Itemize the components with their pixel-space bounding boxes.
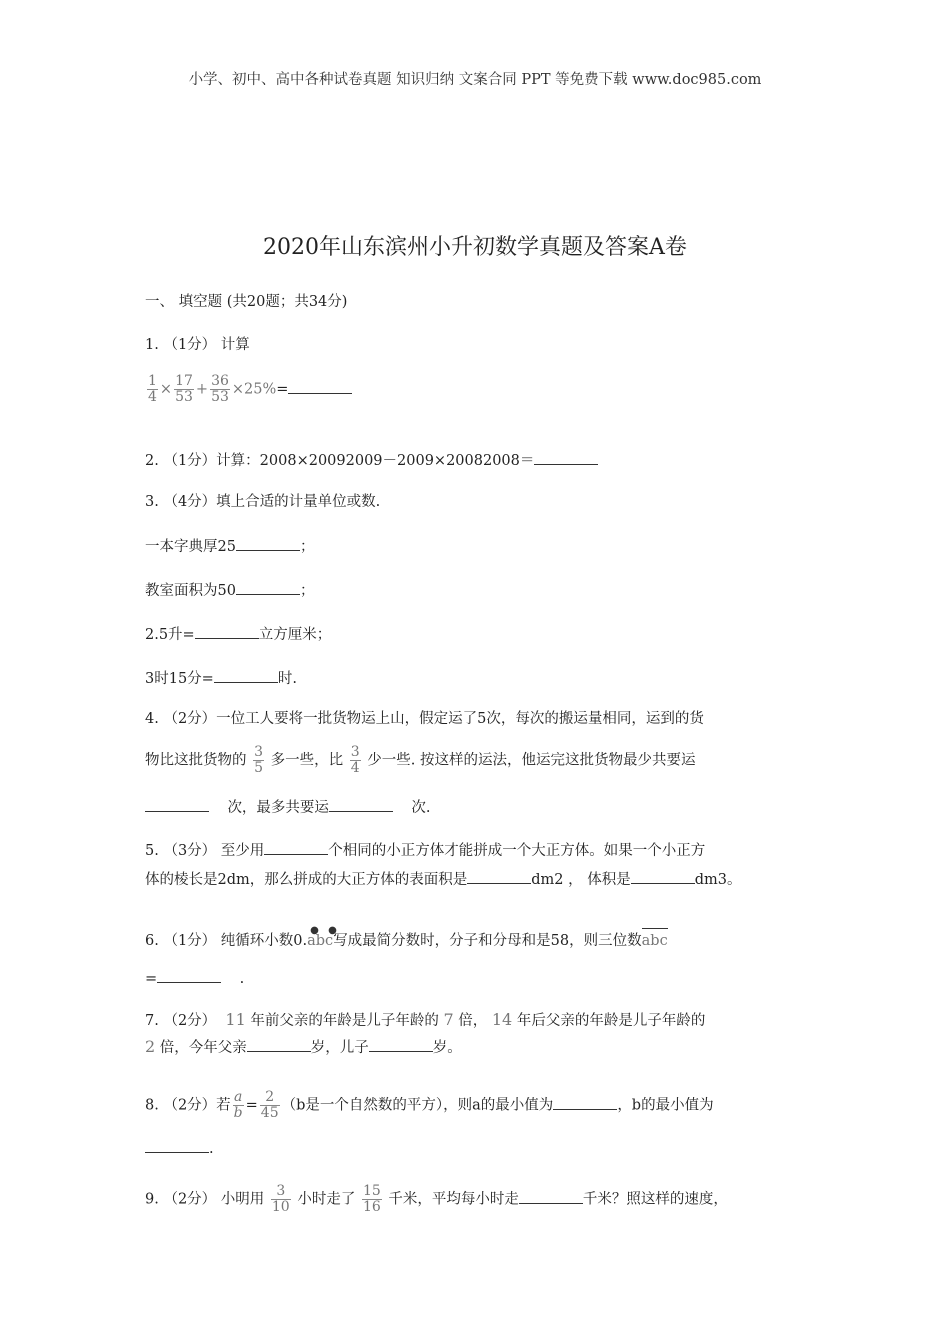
q5-blank-3[interactable] <box>631 869 695 884</box>
q2-answer-blank[interactable] <box>534 450 598 465</box>
q5-line-1: 5. （3分） 至少用 个相同的小正方体才能拼成一个大正方体。如果一个小正方 <box>145 840 705 861</box>
q7-blank-2[interactable] <box>369 1037 433 1052</box>
q5-line-2: 体的棱长是2dm，那么拼成的大正方体的表面积是 dm2 ， 体积是 dm3。 <box>145 869 742 890</box>
q7-line-1: 7. （2分） 11 年前父亲的年龄是儿子年龄的 7 倍， 14 年后父亲的年龄是儿子年龄的 <box>145 1010 706 1029</box>
q1-fraction-1: $\frac{1}{4}$ <box>148 373 157 405</box>
q8-line-2: . <box>145 1138 214 1159</box>
q1-percent: 25% <box>244 381 277 398</box>
q1-answer-blank[interactable] <box>288 379 352 394</box>
q3-line-3: 2.5升= 立方厘米； <box>145 624 331 645</box>
q1-times-2: × <box>231 381 245 398</box>
q8-line-1: 8. （2分）若 $\frac{a}{b}$ = $\frac{2}{45}$ （b是一个自然数的平方），则a的最小值为 ，b的最小值为 <box>145 1089 714 1121</box>
q3-blank-3[interactable] <box>195 624 259 639</box>
q4-blank-2[interactable] <box>329 797 393 812</box>
q9-fraction-2: $\frac{15}{16}$ <box>362 1183 381 1215</box>
q9-line-1: 9. （2分） 小明用 $\frac{3}{10}$ 小时走了 $\frac{15}{16}$ 千米，平均每小时走 千米？照这样的速度， <box>145 1183 728 1215</box>
q6-repeating-digits: ● ● abc <box>307 931 333 951</box>
q3-label: 3. （4分）填上合适的计量单位或数. <box>145 494 381 510</box>
q4-line-2: 物比这批货物的 $\frac{3}{5}$ 多一些，比 $\frac{3}{4}$ 少一些. 按这样的运法，他运完这批货物最少共要运 <box>145 744 696 776</box>
repeat-dot-icon: ● <box>328 925 337 936</box>
q8-fraction-2-45: $\frac{2}{45}$ <box>260 1089 279 1121</box>
q4-line-1: 4. （2分）一位工人要将一批货物运上山，假定运了5次，每次的搬运量相同，运到的货 <box>145 711 704 727</box>
q8-fraction-a-b: $\frac{a}{b}$ <box>233 1089 243 1121</box>
q1-times-1: × <box>159 381 173 398</box>
page-title: 2020年山东滨州小升初数学真题及答案A卷 <box>263 235 687 260</box>
q3-blank-2[interactable] <box>236 580 300 595</box>
q3-line-4: 3时15分= 时. <box>145 668 297 689</box>
q6-line-1: 6. （1分） 纯循环小数0. ● ● abc写成最简分数时，分子和分母和是58，则三位数abc <box>145 928 668 951</box>
q4-fraction-2: $\frac{3}{4}$ <box>350 744 360 776</box>
q7-line-2: 2 倍，今年父亲 岁，儿子 岁。 <box>145 1037 462 1056</box>
q3-line-1: 一本字典厚25 ； <box>145 536 314 557</box>
q3-line-2: 教室面积为50 ； <box>145 580 314 601</box>
q1-fraction-2: $\frac{17}{53}$ <box>175 373 193 405</box>
q4-line-3: 次，最多共要运 次. <box>145 797 430 818</box>
q1-label: 1. （1分） 计算 <box>145 337 250 353</box>
q4-blank-1[interactable] <box>145 797 209 812</box>
q3-blank-1[interactable] <box>236 536 300 551</box>
q3-blank-4[interactable] <box>214 668 278 683</box>
q5-blank-2[interactable] <box>467 869 531 884</box>
q6-overline-number: abc <box>642 928 668 951</box>
page-header: 小学、初中、高中各种试卷真题 知识归纳 文案合同 PPT 等免费下载 www.doc985.com <box>188 72 762 88</box>
q4-fraction-1: $\frac{3}{5}$ <box>254 744 264 776</box>
q9-blank-1[interactable] <box>519 1189 583 1204</box>
q5-blank-1[interactable] <box>264 840 328 855</box>
q1-equals: = <box>276 381 289 398</box>
q2-line <box>145 450 598 471</box>
q8-blank-2[interactable] <box>145 1138 209 1153</box>
q6-answer-blank[interactable] <box>157 968 221 983</box>
q8-blank-1[interactable] <box>553 1095 617 1110</box>
q7-blank-1[interactable] <box>247 1037 311 1052</box>
q1-plus: + <box>195 381 209 398</box>
repeat-dot-icon: ● <box>310 925 319 936</box>
q1-expression <box>145 374 352 405</box>
q9-fraction-1: $\frac{3}{10}$ <box>271 1183 290 1215</box>
section-heading: 一、 填空题 (共20题；共34分) <box>145 294 348 310</box>
q1-fraction-3: $\frac{36}{53}$ <box>211 373 229 405</box>
q6-line-2: = . <box>145 968 244 989</box>
q2-text: 2. （1分）计算：2008×20092009－2009×20082008＝ <box>145 453 535 469</box>
